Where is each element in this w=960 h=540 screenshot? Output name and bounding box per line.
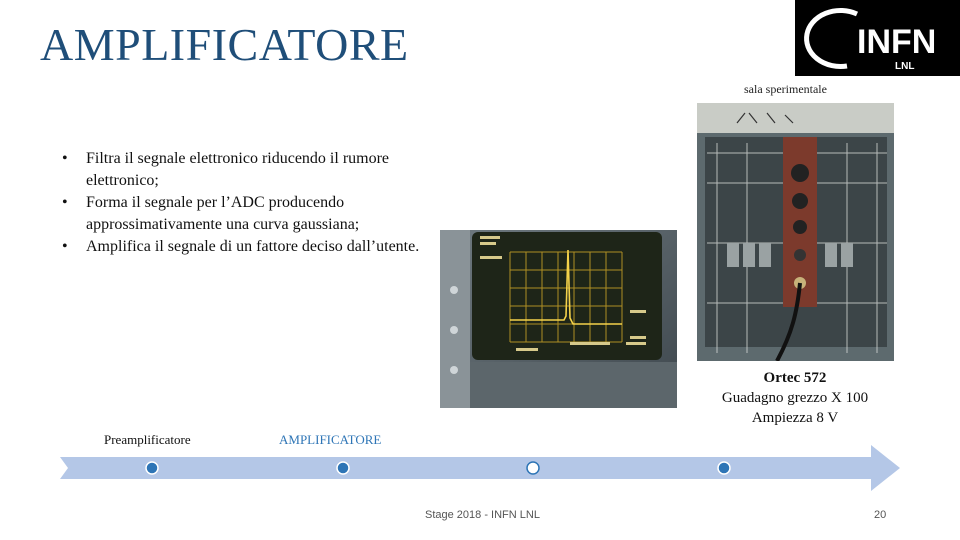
photo-caption-sala: sala sperimentale bbox=[744, 82, 827, 96]
ortec-module-photo bbox=[697, 103, 894, 361]
timeline-node-empty bbox=[527, 462, 539, 474]
svg-text:LNL: LNL bbox=[895, 61, 915, 72]
bullet-marker: • bbox=[62, 150, 68, 167]
module-caption bbox=[700, 368, 890, 428]
bullet-marker: • bbox=[62, 194, 68, 211]
footer-text: Stage 2018 - INFN LNL bbox=[425, 509, 540, 521]
bullet-item: • Filtra il segnale elettronico riducendo il rumore elettronico; bbox=[62, 150, 390, 189]
timeline-node-preamplificatore bbox=[146, 462, 158, 474]
svg-text:INFN: INFN bbox=[857, 23, 937, 61]
timeline-arrow bbox=[60, 443, 905, 495]
bullet-list bbox=[62, 148, 422, 258]
module-gain: Guadagno grezzo X 100 bbox=[721, 390, 869, 406]
timeline-node-amplificatore bbox=[337, 462, 349, 474]
bullet-item: • Amplifica il segnale di un fattore deciso dall’utente. bbox=[62, 236, 422, 258]
infn-logo bbox=[795, 0, 960, 76]
oscilloscope-photo bbox=[440, 230, 677, 408]
module-model: Ortec 572 bbox=[763, 370, 827, 386]
timeline-node-last bbox=[718, 462, 730, 474]
timeline-label-preamplificatore: Preamplificatore bbox=[104, 432, 191, 447]
bullet-marker: • bbox=[62, 238, 68, 255]
bullet-item: • Forma il segnale per l’ADC producendo approssimativamente una curva gaussiana; bbox=[62, 194, 360, 233]
slide-title: AMPLIFICATORE bbox=[40, 19, 409, 70]
timeline-label-amplificatore: AMPLIFICATORE bbox=[279, 432, 382, 447]
module-amplitude: Ampiezza 8 V bbox=[751, 410, 839, 426]
page-number: 20 bbox=[874, 509, 887, 521]
